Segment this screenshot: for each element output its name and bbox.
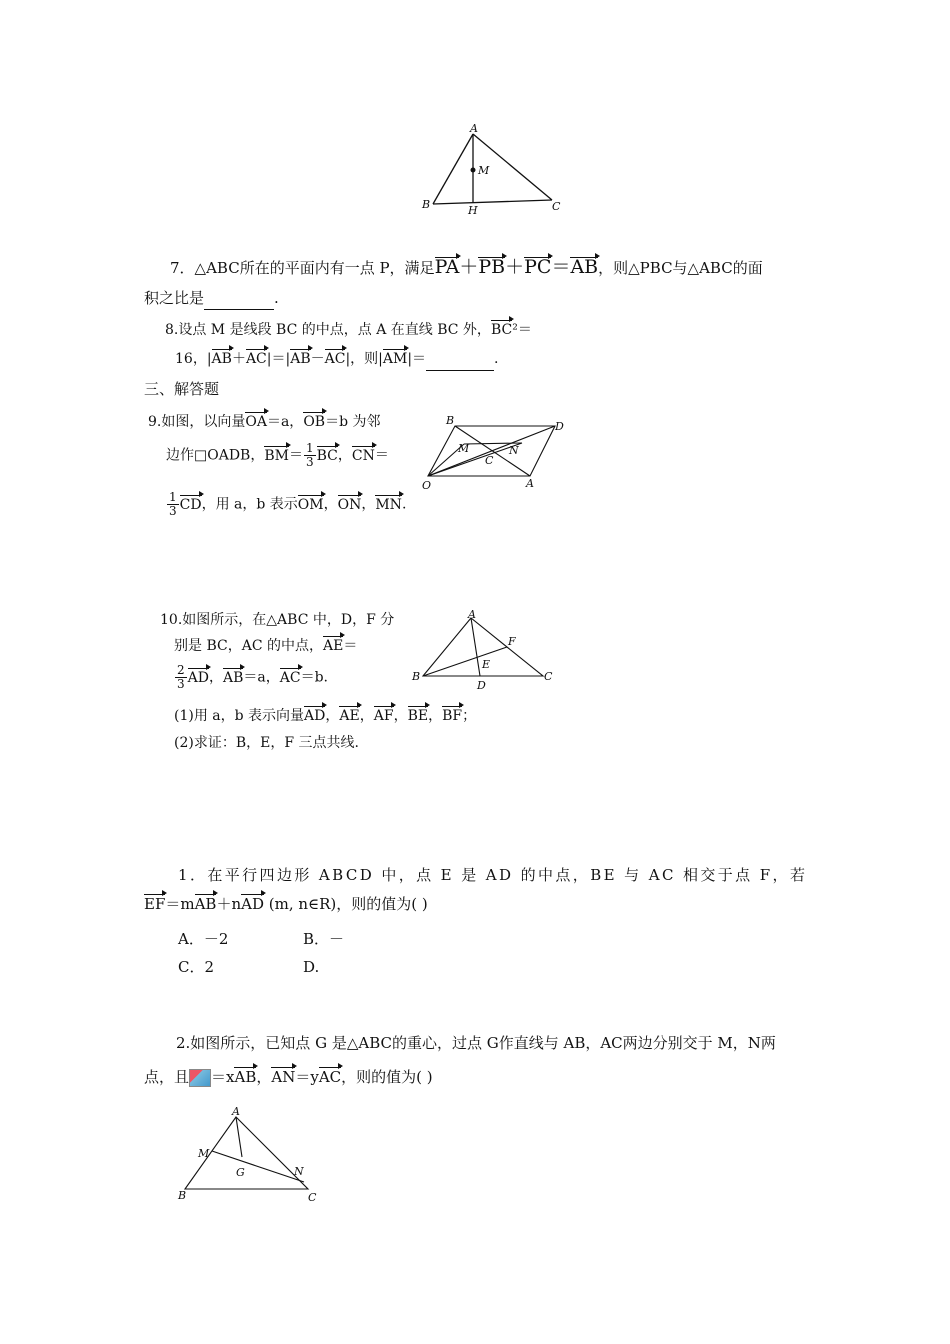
question-10-part2: (2)求证：B，E，F 三点共线. bbox=[174, 735, 359, 751]
fraction: $\frac{1}{3}$ bbox=[169, 490, 177, 518]
label-G: G bbox=[236, 1166, 245, 1179]
option-C: C．2 bbox=[178, 958, 215, 976]
label-N: N bbox=[294, 1165, 304, 1178]
question-10-line2: 别是 BC，AC 的中点，AE＝ bbox=[174, 635, 357, 657]
question-10-part1: (1)用 a，b 表示向量AD，AE，AF，BE，BF； bbox=[174, 705, 476, 727]
bonus-2-line1: 2.如图所示，已知点 G 是△ABC的重心，过点 G作直线与 AB，AC两边分别交于 M，N两 bbox=[176, 1034, 776, 1052]
label-C: C bbox=[485, 454, 494, 467]
label-O: O bbox=[422, 479, 432, 492]
label-C: C bbox=[544, 670, 553, 683]
label-A: A bbox=[470, 122, 478, 135]
answer-blank bbox=[204, 287, 274, 310]
figure-parallelogram bbox=[418, 412, 568, 494]
label-D: D bbox=[555, 420, 564, 433]
question-8-line1: 8.设点 M 是线段 BC 的中点，点 A 在直线 BC 外，BC²＝ bbox=[165, 319, 532, 341]
question-9-line1: 9.如图，以向量OA＝a，OB＝b 为邻 bbox=[148, 411, 381, 433]
question-10-line1: 10.如图所示，在△ABC 中，D，F 分 bbox=[160, 612, 395, 628]
label-A: A bbox=[468, 608, 476, 621]
label-B: B bbox=[412, 670, 421, 683]
label-D: D bbox=[477, 679, 486, 692]
label-B: B bbox=[422, 198, 431, 211]
label-N: N bbox=[509, 444, 519, 457]
label-M: M bbox=[458, 442, 470, 455]
question-7-line1: 7．△ABC所在的平面内有一点 P，满足PA＋PB＋PC＝AB，则△PBC与△ABC的面 bbox=[170, 256, 763, 278]
label-B: B bbox=[446, 414, 455, 427]
label-M: M bbox=[198, 1147, 210, 1160]
question-7-line2: 积之比是 . bbox=[144, 287, 279, 310]
bonus-2-line2: 点，且 ＝xAB，AN＝yAC，则的值为( ) bbox=[144, 1068, 433, 1086]
option-B: B．－ bbox=[303, 930, 345, 948]
bonus-1-line2: EF＝mAB＋nAD (m, n∈R)，则的值为( ) bbox=[144, 895, 428, 913]
label-A: A bbox=[526, 477, 534, 490]
answer-blank bbox=[426, 348, 494, 371]
question-8-line2: 16，|AB＋AC|＝|AB－AC|，则|AM|＝ . bbox=[175, 348, 499, 371]
label-C: C bbox=[552, 200, 561, 213]
label-M: M bbox=[478, 164, 490, 177]
figure-triangle-altitude bbox=[415, 120, 575, 220]
fraction: $\frac{2}{3}$ bbox=[177, 663, 185, 691]
question-10-line3: $\frac{2}{3}$ AD，AB＝a，AC＝b. bbox=[177, 663, 328, 691]
label-E: E bbox=[482, 658, 491, 671]
question-9-line3: $\frac{1}{3}$ CD，用 a，b 表示OM，ON，MN. bbox=[169, 490, 407, 518]
label-C: C bbox=[308, 1191, 317, 1203]
label-F: F bbox=[508, 635, 516, 648]
figure-triangle-centroid bbox=[172, 1103, 332, 1203]
label-H: H bbox=[468, 204, 478, 217]
section-heading: 三、解答题 bbox=[144, 380, 220, 398]
label-A: A bbox=[232, 1105, 240, 1118]
option-A: A．－2 bbox=[178, 930, 229, 948]
label-B: B bbox=[178, 1189, 187, 1202]
broken-image-icon bbox=[189, 1069, 211, 1087]
bonus-1-line1: 1．在平行四边形 ABCD 中，点 E 是 AD 的中点，BE 与 AC 相交于点 F，若 bbox=[178, 866, 808, 884]
question-9-line2: 边作□OADB，BM＝ $\frac{1}{3}$ BC，CN＝ bbox=[166, 441, 389, 469]
option-D: D. bbox=[303, 958, 320, 976]
figure-triangle-medians bbox=[405, 608, 560, 692]
fraction: $\frac{1}{3}$ bbox=[305, 441, 314, 469]
